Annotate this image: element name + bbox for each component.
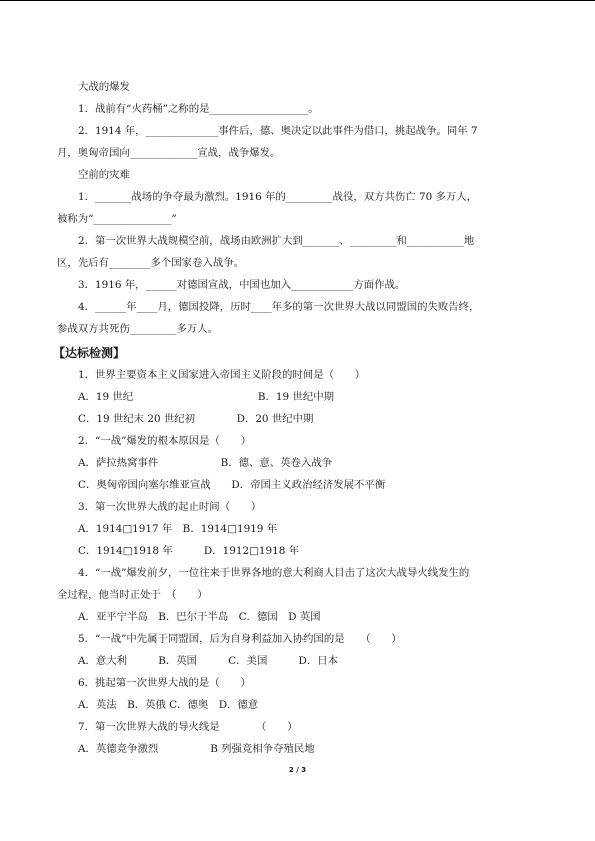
test-line: C．奥匈帝国向塞尔维亚宣战 D．帝国主义政治经济发展不平衡 bbox=[78, 479, 386, 491]
test-line: A．英德竞争激烈 B 列强竞相争夺殖民地 bbox=[78, 743, 315, 755]
question-disaster-4-line-2: 参战双方共死伤_________多万人。 bbox=[57, 323, 219, 335]
section-title-outbreak: 大战的爆发 bbox=[78, 81, 130, 93]
test-line: A．萨拉热窝事件 B．德、意、英卷入战争 bbox=[78, 457, 333, 469]
question-disaster-1-line-2: 被称为“_______________” bbox=[57, 213, 177, 225]
test-line: 3．第一次世界大战的起止时间（ ） bbox=[78, 501, 262, 513]
test-line: 4．“一战”爆发前夕，一位往来于世界各地的意大利商人目击了这次大战导火线发生的 bbox=[78, 567, 470, 579]
test-line: A．19 世纪 B．19 世纪中期 bbox=[78, 391, 334, 403]
test-line: 2．“一战”爆发的根本原因是（ ） bbox=[78, 435, 252, 447]
test-line: 7．第一次世界大战的导火线是 （ ） bbox=[78, 721, 298, 733]
question-disaster-4-line-1: 4．______年____月，德国投降，历时____年多的第一次世界大战以同盟国的失败告终， bbox=[78, 301, 480, 313]
question-outbreak-2-line-1: 2．1914 年，______________事件后，德、奥决定以此事件为借口，挑起战争。同年 7 bbox=[78, 125, 478, 137]
test-line: A．亚平宁半岛 B．巴尔干半岛 C．德国 D 英国 bbox=[78, 611, 321, 623]
test-line: C．19 世纪末 20 世纪初 D．20 世纪中期 bbox=[78, 413, 314, 425]
test-line: 1．世界主要资本主义国家进入帝国主义阶段的时间是（ ） bbox=[78, 369, 366, 381]
test-line: 6．挑起第一次世界大战的是（ ） bbox=[78, 677, 251, 689]
question-disaster-2-line-1: 2．第一次世界大战规模空前，战场由欧洲扩大到_______、_________和___________地 bbox=[78, 235, 475, 247]
page-number: 2 / 3 bbox=[288, 766, 307, 774]
section-title-test: 【达标检测】 bbox=[53, 346, 126, 360]
test-line: C．1914□1918 年 D．1912□1918 年 bbox=[78, 545, 300, 557]
header-rule bbox=[0, 0, 595, 1]
question-disaster-3: 3．1916 年，______对德国宣战，中国也加入____________方面作战。 bbox=[78, 279, 406, 291]
test-line: A．意大利 B．英国 C．美国 D．日本 bbox=[78, 655, 339, 667]
test-line: 5．“一战”中先属于同盟国，后为自身利益加入协约国的是 （ ） bbox=[78, 633, 402, 645]
question-disaster-1-line-1: 1．_______战场的争夺最为激烈。1916 年的_________战役，双方共伤亡 70 多万人， bbox=[78, 191, 478, 203]
test-line: 全过程，他当时正处于 （ ） bbox=[57, 589, 208, 601]
question-disaster-2-line-2: 区，先后有________多个国家卷入战争。 bbox=[57, 257, 245, 269]
document-page bbox=[53, 76, 539, 760]
test-line: A．英法 B．英俄 C．德奥 D．德意 bbox=[78, 699, 259, 711]
question-outbreak-1: 1．战前有“火药桶”之称的是___________________。 bbox=[78, 103, 319, 115]
question-outbreak-2-line-2: 月，奥匈帝国向_____________宣战，战争爆发。 bbox=[57, 147, 281, 159]
section-title-disaster: 空前的灾难 bbox=[78, 169, 130, 181]
test-line: A．1914□1917 年 B．1914□1919 年 bbox=[78, 523, 278, 535]
